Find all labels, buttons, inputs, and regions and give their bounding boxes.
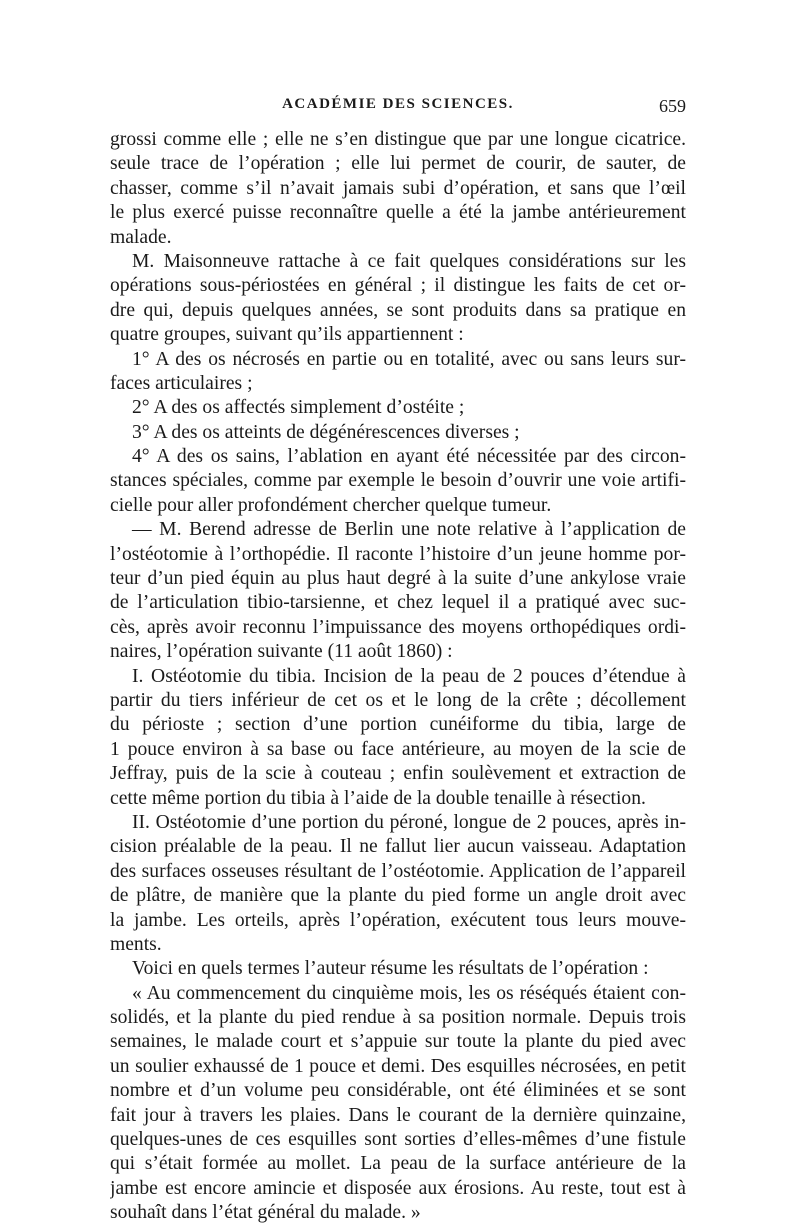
page-header [110, 96, 686, 124]
text-line: du périoste ; section d’une portion cunéiforme du tibia, large de [110, 714, 686, 736]
text-line: faces articulaires ; [110, 372, 253, 394]
text-line: souhaît dans l’état général du malade. » [110, 1202, 421, 1224]
text-line: l’ostéotomie à l’orthopédie. Il raconte l’histoire d’un jeune homme por- [110, 543, 686, 565]
text-line: malade. [110, 226, 172, 248]
text-line: des surfaces osseuses résultant de l’ostéotomie. Application de l’appareil [110, 860, 686, 882]
text-line: le plus exercé puisse reconnaître quelle a été la jambe antérieurement [110, 202, 686, 224]
text-line: I. Ostéotomie du tibia. Incision de la peau de 2 pouces d’étendue à [132, 665, 686, 687]
text-line: II. Ostéotomie d’une portion du péroné, longue de 2 pouces, après in- [132, 811, 686, 833]
text-line: stances spéciales, comme par exemple le besoin d’ouvrir une voie artifi- [110, 470, 686, 492]
text-line: quatre groupes, suivant qu’ils appartiennent : [110, 324, 464, 346]
text-line: Voici en quels termes l’auteur résume les résultats de l’opération : [132, 958, 649, 980]
text-line: dre qui, depuis quelques années, se sont produits dans sa pratique en [110, 299, 686, 321]
text-line: seule trace de l’opération ; elle lui permet de courir, de sauter, de [110, 153, 686, 175]
running-title: ACADÉMIE DES SCIENCES. [282, 96, 514, 112]
text-line: de l’articulation tibio-tarsienne, et chez lequel il a pratiqué avec suc- [110, 592, 686, 614]
text-line: semaines, le malade court et s’appuie sur toute la plante du pied avec [110, 1031, 686, 1053]
text-line: cielle pour aller profondément chercher quelque tumeur. [110, 494, 552, 516]
text-line: M. Maisonneuve rattache à ce fait quelques considérations sur les [132, 250, 686, 272]
text-line: Jeffray, puis de la scie à couteau ; enfin soulèvement et extraction de [110, 763, 686, 785]
text-line: grossi comme elle ; elle ne s’en distingue que par une longue cicatrice. [110, 129, 686, 150]
text-line: un soulier exhaussé de 1 pouce et demi. Des esquilles nécrosées, en petit [110, 1055, 686, 1077]
text-line: teur d’un pied équin au plus haut degré à la suite d’une ankylose vraie [110, 568, 686, 590]
text-line: qui s’était formée au mollet. La peau de la surface antérieure de la [110, 1153, 686, 1175]
text-line: partir du tiers inférieur de cet os et le long de la crête ; décollement [110, 689, 686, 711]
body-text [110, 128, 686, 1226]
text-line: 2° A des os affectés simplement d’ostéite ; [132, 397, 465, 419]
text-line: quelques-unes de ces esquilles sont sorties d’elles-mêmes d’une fistule [110, 1129, 686, 1151]
text-line: cision préalable de la peau. Il ne fallut lier aucun vaisseau. Adaptation [110, 836, 686, 858]
text-line: de plâtre, de manière que la plante du pied forme un angle droit avec [110, 885, 686, 907]
text-line: fait jour à travers les plaies. Dans le courant de la dernière quinzaine, [110, 1104, 686, 1126]
text-line: 1 pouce environ à sa base ou face antérieure, au moyen de la scie de [110, 738, 686, 760]
text-line: naires, l’opération suivante (11 août 1860) : [110, 641, 453, 663]
text-line: nombre et d’un volume peu considérable, ont été éliminées et se sont [110, 1080, 686, 1102]
text-line: cès, après avoir reconnu l’impuissance des moyens orthopédiques ordi- [110, 616, 686, 638]
text-line: jambe est encore amincie et disposée aux érosions. Au reste, tout est à [110, 1177, 686, 1199]
text-line: « Au commencement du cinquième mois, les os réséqués étaient con- [132, 982, 686, 1004]
text-line: opérations sous-périostées en général ; il distingue les faits de cet or- [110, 275, 686, 297]
text-line: cette même portion du tibia à l’aide de la double tenaille à résection. [110, 787, 646, 809]
text-line: 1° A des os nécrosés en partie ou en totalité, avec ou sans leurs sur- [132, 348, 686, 370]
text-line: 4° A des os sains, l’ablation en ayant été nécessitée par des circon- [132, 446, 686, 468]
text-line: la jambe. Les orteils, après l’opération, exécutent tous leurs mouve- [110, 909, 686, 931]
page-number: 659 [659, 96, 686, 116]
text-line: solidés, et la plante du pied rendue à sa position normale. Depuis trois [110, 1007, 686, 1029]
text-line: 3° A des os atteints de dégénérescences diverses ; [132, 421, 520, 443]
text-line: ments. [110, 933, 162, 955]
text-line: — M. Berend adresse de Berlin une note relative à l’application de [132, 519, 686, 541]
text-line: chasser, comme s’il n’avait jamais subi d’opération, et sans que l’œil [110, 177, 686, 199]
